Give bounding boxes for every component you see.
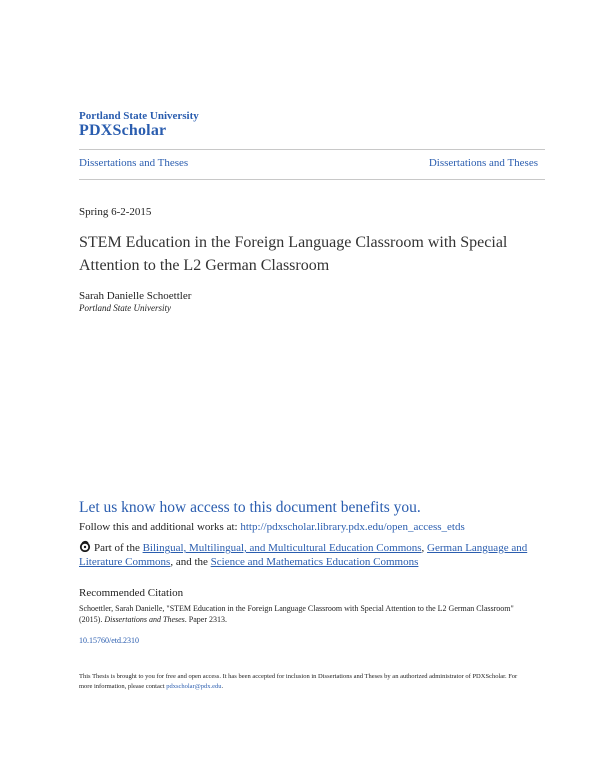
follow-url-link[interactable]: http://pdxscholar.library.pdx.edu/open_access_etds	[240, 521, 465, 533]
citation-series: Dissertations and Theses	[104, 615, 185, 624]
feedback-link[interactable]: Let us know how access to this document benefits you.	[79, 499, 421, 516]
partof-sep2: , and the	[170, 556, 211, 568]
partof-sep1: ,	[421, 542, 428, 554]
bottom-rule	[79, 179, 545, 180]
citation-heading: Recommended Citation	[79, 587, 184, 599]
citation-text	[79, 603, 519, 625]
footer-text: This Thesis is brought to you for free and open access. It has been accepted for inclusion in Dissertations and Theses by an authorized administrator of PDXScholar. For more information, please contact	[79, 673, 518, 690]
part-of-line	[79, 540, 549, 569]
follow-line	[79, 521, 465, 533]
contact-email-link[interactable]: pdxscholar@pdx.edu	[166, 683, 222, 690]
follow-prefix: Follow this and additional works at:	[79, 521, 241, 533]
open-access-icon	[79, 540, 91, 552]
commons-link-stem[interactable]: Science and Mathematics Education Commons	[210, 556, 419, 568]
document-title: STEM Education in the Foreign Language Classroom with Special Attention to the L2 German Classroom	[79, 234, 508, 274]
citation-main: Schoettler, Sarah Danielle, "STEM Education in the Foreign Language Classroom with Special Attention to the L2 German Classroom" (2015).	[79, 604, 514, 624]
repository-brand[interactable]: PDXScholar	[79, 122, 167, 139]
collection-link-right[interactable]: Dissertations and Theses	[428, 157, 538, 169]
author-name: Sarah Danielle Schoettler	[79, 290, 192, 302]
top-rule	[79, 149, 545, 150]
author-affiliation: Portland State University	[79, 303, 171, 313]
citation-tail: . Paper 2313.	[184, 615, 227, 624]
partof-prefix: Part of the	[94, 542, 143, 554]
doi-link[interactable]: 10.15760/etd.2310	[79, 636, 139, 645]
collection-link-left[interactable]: Dissertations and Theses	[79, 157, 189, 169]
commons-link-bilingual[interactable]: Bilingual, Multilingual, and Multicultural Education Commons	[142, 542, 422, 554]
university-name: Portland State University	[79, 110, 199, 122]
footer-notice	[79, 672, 529, 692]
footer-end: .	[221, 683, 224, 690]
publication-date: Spring 6-2-2015	[79, 206, 152, 218]
commons-link-german[interactable]: German Language and Literature Commons	[79, 542, 528, 568]
